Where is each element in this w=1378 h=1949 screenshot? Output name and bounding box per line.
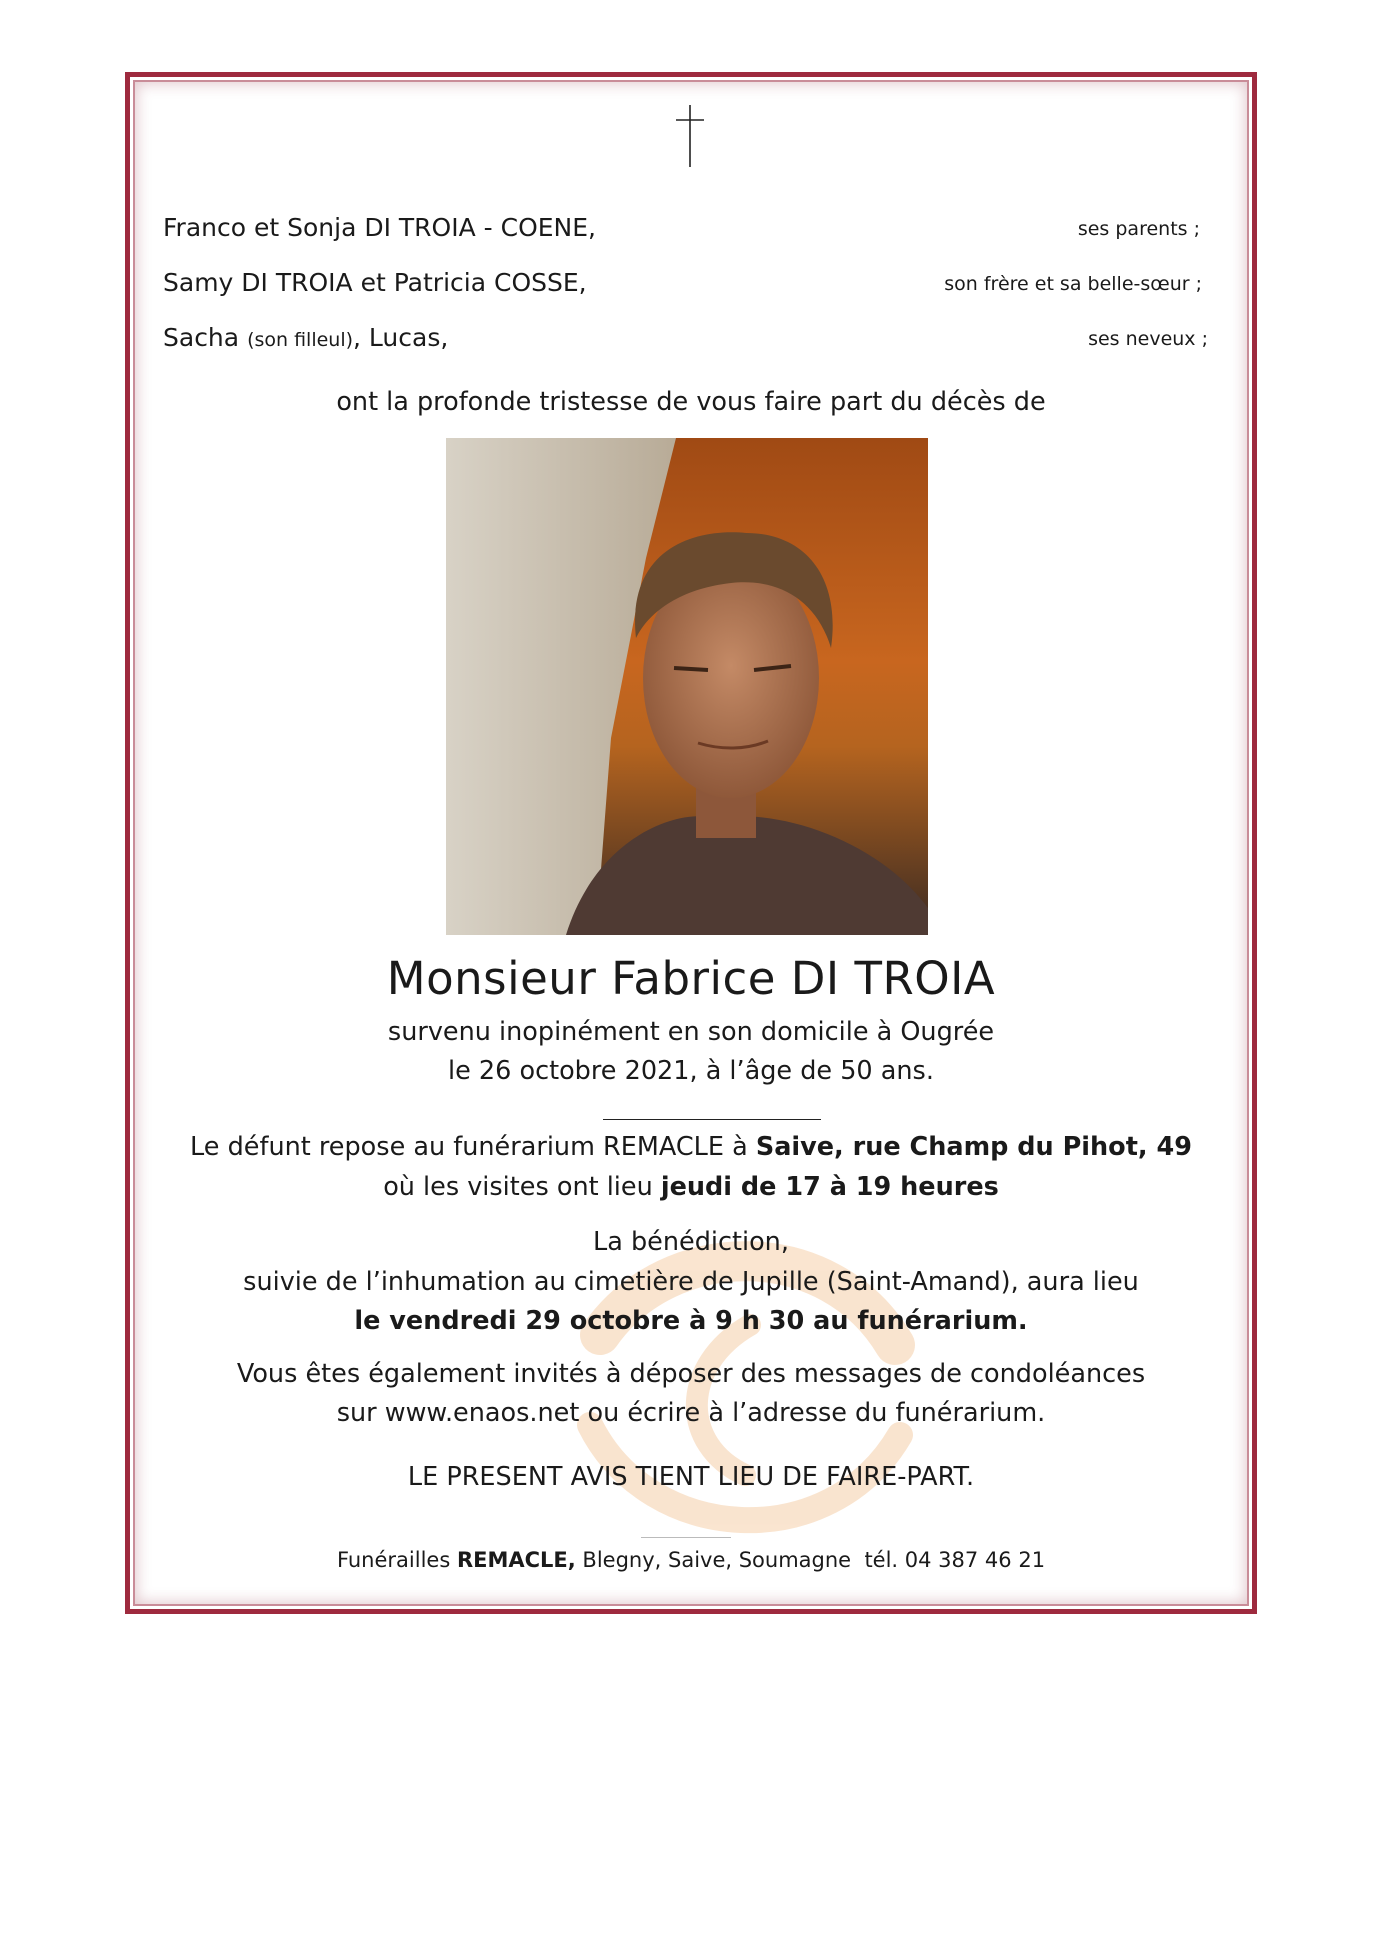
announcement: ont la profonde tristesse de vous faire part du décès de bbox=[336, 387, 1046, 417]
condolences-line-2: sur www.enaos.net ou écrire à l’adresse du funérarium. bbox=[336, 1398, 1046, 1428]
notice: LE PRESENT AVIS TIENT LIEU DE FAIRE-PART. bbox=[407, 1462, 975, 1492]
visitation-line-1: Le défunt repose au funérarium REMACLE à Saive, rue Champ du Pihot, 49 bbox=[190, 1132, 1192, 1162]
ceremony-line-1: La bénédiction, bbox=[593, 1227, 789, 1257]
family-relation-1: ses parents ; bbox=[1077, 218, 1200, 240]
family-relation-3: ses neveux ; bbox=[1088, 328, 1208, 350]
divider bbox=[603, 1119, 821, 1120]
family-name-1: Franco et Sonja DI TROIA - COENE, bbox=[163, 213, 596, 242]
family-relation-2: son frère et sa belle-sœur ; bbox=[944, 273, 1202, 295]
condolences-line-1: Vous êtes également invités à déposer des messages de condoléances bbox=[236, 1359, 1146, 1389]
family-name-3: Sacha (son filleul), Lucas, bbox=[163, 323, 449, 352]
ceremony-line-3: le vendredi 29 octobre à 9 h 30 au funérarium. bbox=[354, 1306, 1028, 1336]
deceased-name: Monsieur Fabrice DI TROIA bbox=[386, 952, 996, 1005]
footer-divider bbox=[641, 1537, 731, 1538]
visitation-line-2: où les visites ont lieu jeudi de 17 à 19 heures bbox=[383, 1172, 999, 1202]
deceased-line-1: survenu inopinément en son domicile à Ougrée bbox=[387, 1017, 995, 1047]
family-name-2: Samy DI TROIA et Patricia COSSE, bbox=[163, 268, 587, 297]
ceremony-line-2: suivie de l’inhumation au cimetière de Jupille (Saint-Amand), aura lieu bbox=[243, 1267, 1139, 1297]
cross-icon bbox=[672, 103, 708, 169]
deceased-photo bbox=[446, 438, 928, 935]
footer: Funérailles REMACLE, Blegny, Saive, Soumagne tél. 04 387 46 21 bbox=[336, 1548, 1046, 1572]
deceased-line-2: le 26 octobre 2021, à l’âge de 50 ans. bbox=[448, 1056, 934, 1086]
